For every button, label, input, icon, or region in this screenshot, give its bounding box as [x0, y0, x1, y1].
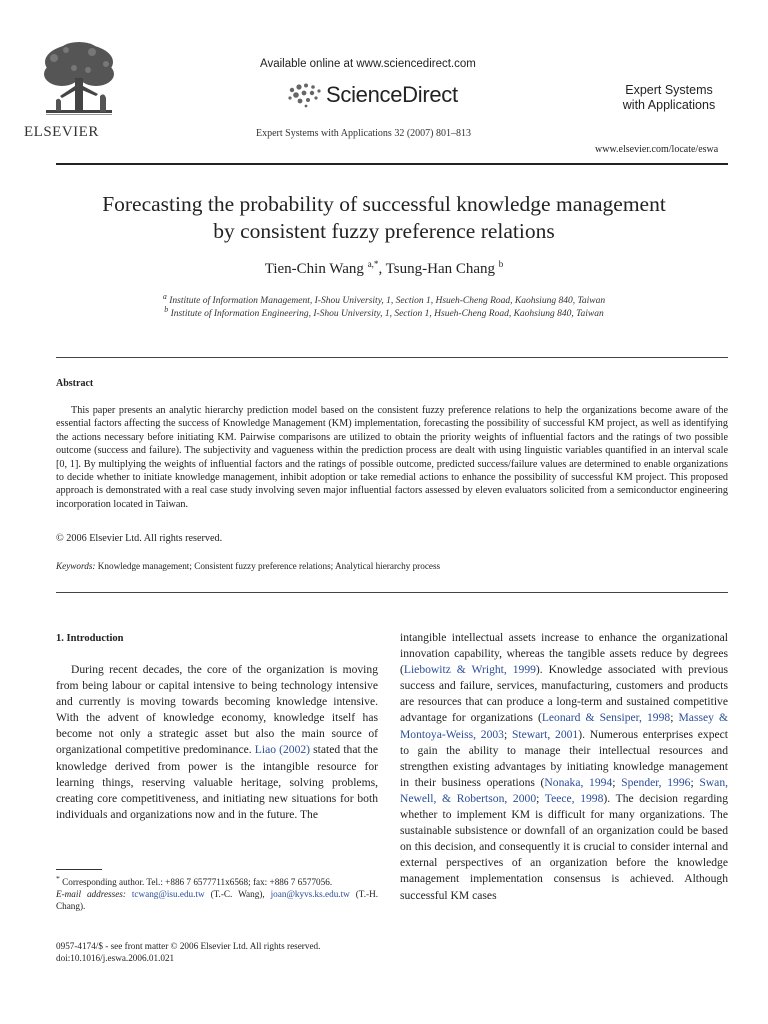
affiliation-marker: a — [162, 292, 167, 301]
keywords-text: Knowledge management; Consistent fuzzy preference relations; Analytical hierarchy process — [97, 561, 441, 571]
paper-title-line: Forecasting the probability of successful knowledge management — [102, 192, 666, 216]
footnote-text: Corresponding author. Tel.: +886 7 6577711x6568; fax: +886 7 6577056. — [62, 877, 333, 888]
email-label: E-mail addresses: — [56, 889, 126, 900]
section-heading: 1. Introduction — [56, 633, 124, 644]
paragraph-text: ). The decision regarding whether to implement KM is difficult for many organizations. The sustainable subsistence or downfall of an organization could be based on this decision, and consequently it is crucial to consider internal and external perspectives of an organization before the knowledge management implementation consensus is achieved. Although successful KM cases — [400, 791, 729, 902]
abstract-divider — [56, 592, 728, 593]
citation-link[interactable]: Massey & Montoya-Weiss, 2003 — [400, 711, 729, 741]
sciencedirect-logo — [286, 80, 458, 110]
author-name: Tien-Chin Wang — [264, 261, 364, 277]
publisher-logo — [24, 40, 134, 141]
citation-link[interactable]: Swan, Newell, & Robertson, 2000 — [400, 775, 729, 805]
footnote-text: (T.-C. Wang), — [204, 889, 271, 900]
journal-url[interactable]: www.elsevier.com/locate/eswa — [595, 144, 719, 155]
paragraph-text: intangible intellectual assets increase to enhance the organizational innovation capability, whereas the tangible assets reduce by degrees ( — [400, 631, 728, 677]
abstract-heading: Abstract — [56, 378, 94, 389]
elsevier-tree-icon — [36, 40, 122, 124]
abstract-body: This paper presents an analytic hierarchy prediction model based on the consistent fuzzy preference relations to help the organizations become aware of the essential factors affecting the success of Knowledge Management (KM) implementation, forecasting the possibility of successful KM project, as well as identifying the actions necessary before initiating KM. Pairwise comparisons are utilized to obtain the priority weights of influential factors and the ratings of two possible outcome (success and failure). The subjectivity and vagueness within the prediction process are dealt with using linguistic variables quantified in an interval scale [0, 1]. By multiplying the weights of influential factors and the ratings of possible outcome, predicted success/failure values are determined to enable organizations to decide whether to initiate knowledge management, inhibit adoption or take remedial actions to enhance the possibility of successful KM project. This proposed approach is demonstrated with a real case study involving seven major influential factors assessed by eleven evaluators solicited from a semiconductor engineering incorporation located in Taiwan. — [56, 405, 728, 510]
author-separator: , — [378, 261, 386, 277]
footnote-divider — [56, 869, 102, 870]
journal-title-line: with Applications — [622, 98, 716, 112]
keywords — [56, 561, 440, 571]
paragraph-text: stated that the knowledge derived from power is the intangible resource for learning things, reserving valuable heritage, solving problems, creating core competitiveness, and initiating new situations for both individuals and organizations now and in the future. The — [56, 743, 378, 821]
email-link[interactable]: joan@kyvs.ks.edu.tw — [270, 889, 350, 900]
paragraph-text: ; — [612, 775, 622, 789]
paragraph-text: ). Numerous enterprises expect to gain the ability to manage their intellectual resources and strengthen existing advantages by initiating knowledge management in their business operations ( — [400, 727, 728, 789]
doi-line[interactable]: doi:10.1016/j.eswa.2006.01.021 — [56, 953, 175, 964]
issn-line: 0957-4174/$ - see front matter © 2006 Elsevier Ltd. All rights reserved. — [56, 941, 321, 951]
affiliation-marker: b — [164, 305, 169, 314]
affiliation-b — [40, 305, 728, 319]
paragraph-text: During recent decades, the core of the organization is moving from being labour or capital intensive to being technology intensive and currently is moving towards becoming knowledge intensive. With the advent of knowledge economy, knowledge itself has become not only a strategic asset but also the main source of organizational competitive predominance. — [56, 663, 378, 757]
citation-link[interactable]: Liebowitz & Wright, 1999 — [403, 663, 536, 677]
paragraph-text: ; — [503, 727, 512, 741]
author-affiliation-marker: b — [498, 259, 504, 269]
citation-link[interactable]: Liao (2002) — [254, 743, 311, 757]
sciencedirect-dots-icon — [286, 82, 322, 108]
citation-link[interactable]: Stewart, 2001 — [511, 727, 579, 741]
available-online-text: Available online at www.sciencedirect.com — [260, 58, 476, 70]
keywords-label: Keywords: — [56, 561, 96, 571]
citation-link[interactable]: Leonard & Sensiper, 1998 — [541, 711, 671, 725]
affiliation-divider — [56, 357, 728, 358]
footnotes — [56, 873, 378, 913]
paragraph-text: ; — [536, 791, 545, 805]
paragraph-text: ). Knowledge associated with previous success and failure, services, manufacturing, customers and products are resources that can produce a long-term and sustained competitive advantage for organizations ( — [400, 663, 729, 725]
header-divider — [56, 163, 728, 165]
email-link[interactable]: tcwang@isu.edu.tw — [131, 889, 205, 900]
footnote-text: (T.-H. Chang). — [56, 889, 379, 912]
paragraph-text: ; — [670, 711, 679, 725]
affiliation-text: Institute of Information Management, I-Shou University, 1, Section 1, Hsueh-Cheng Road, Kaohsiung 840, Taiwan — [169, 296, 606, 307]
right-column-text — [400, 630, 728, 904]
journal-citation: Expert Systems with Applications 32 (2007) 801–813 — [256, 128, 471, 139]
author-list — [40, 259, 728, 278]
publisher-wordmark: ELSEVIER — [24, 124, 99, 140]
journal-title-block — [618, 83, 720, 113]
author-name: Tsung-Han Chang — [385, 261, 496, 277]
abstract-copyright: © 2006 Elsevier Ltd. All rights reserved. — [56, 533, 223, 544]
front-matter — [56, 940, 378, 965]
paper-title-line: by consistent fuzzy preference relations — [213, 219, 555, 243]
affiliation-text: Institute of Information Engineering, I-Shou University, 1, Section 1, Hsueh-Cheng Road, Kaohsiung 840, Taiwan — [170, 309, 604, 320]
corresponding-author-note — [56, 873, 378, 888]
paragraph-text: ; — [690, 775, 700, 789]
citation-link[interactable]: Spender, 1996 — [621, 775, 691, 789]
paper-title — [40, 191, 728, 245]
citation-link[interactable]: Nonaka, 1994 — [544, 775, 613, 789]
email-note — [56, 888, 378, 912]
sciencedirect-wordmark: ScienceDirect — [326, 82, 458, 107]
left-column-text — [56, 662, 378, 823]
author-affiliation-marker: a,* — [367, 259, 379, 269]
footnote-marker: * — [56, 874, 60, 883]
citation-link[interactable]: Teece, 1998 — [544, 791, 604, 805]
journal-title-line: Expert Systems — [625, 83, 713, 97]
